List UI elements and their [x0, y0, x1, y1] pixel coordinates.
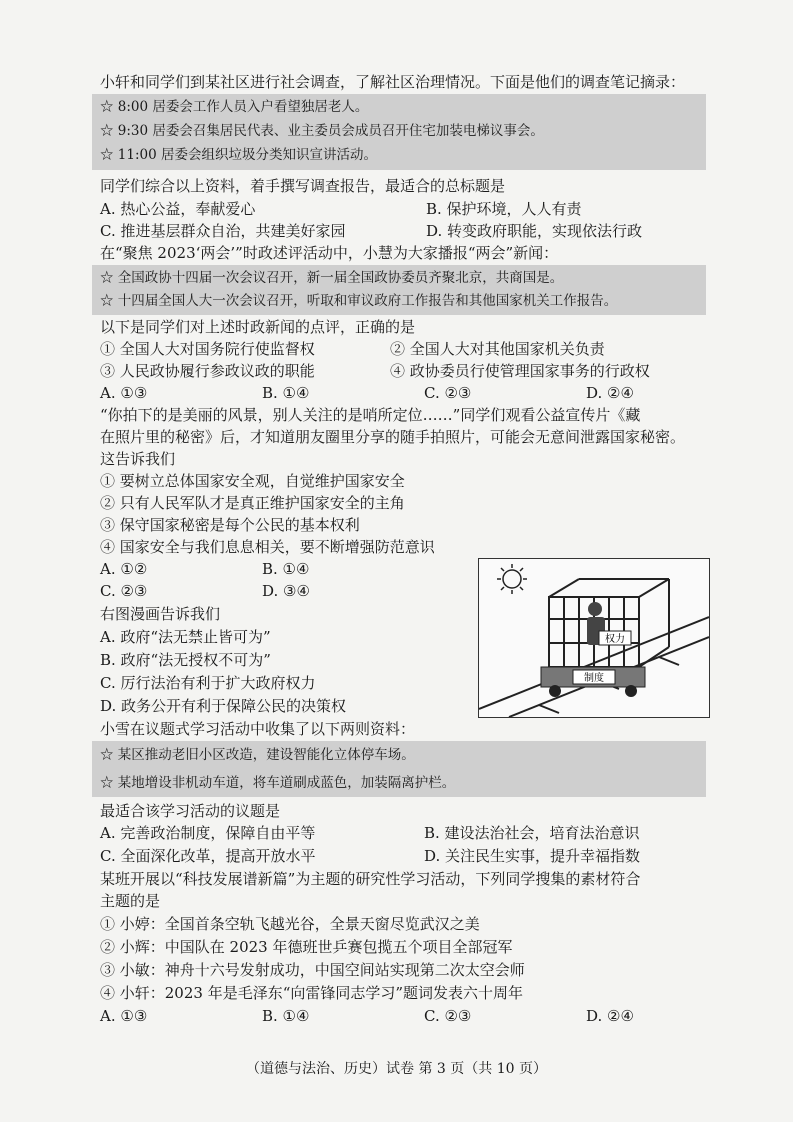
option-c: C. 全面深化改革，提高开放水平	[100, 847, 316, 865]
survey-note: ☆ 8:00 居委会工作人员入户看望独居老人。	[100, 99, 369, 115]
topic-note: ☆ 某地增设非机动车道，将车道刷成蓝色，加装隔离护栏。	[100, 775, 456, 791]
option-a: A. ①②	[100, 560, 148, 578]
wheel	[625, 685, 637, 697]
statement-1: ① 全国人大对国务院行使监督权	[100, 340, 315, 358]
tech-intro: 某班开展以“科技发展谱新篇”为主题的研究性学习活动，下列同学搜集的素材符合	[100, 870, 641, 888]
option-d: D. 关注民生实事，提升幸福指数	[424, 847, 641, 865]
statement-1: ① 小婷：全国首条空轨飞越光谷，全景天窗尽览武汉之美	[100, 915, 480, 933]
statement-2: ② 小辉：中国队在 2023 年德班世乒赛包揽五个项目全部冠军	[100, 938, 513, 956]
option-c: C. 厉行法治有利于扩大政府权力	[100, 674, 316, 692]
lianghui-question: 以下是同学们对上述时政新闻的点评，正确的是	[100, 318, 416, 336]
option-b: B. 建设法治社会，培育法治意识	[424, 824, 640, 842]
survey-note: ☆ 9:30 居委会召集居民代表、业主委员会成员召开住宅加装电梯议事会。	[100, 123, 544, 139]
security-intro: “你拍下的是美丽的风景，别人关注的是哨所定位……”同学们观看公益宣传片《藏	[100, 406, 641, 424]
statement-4: ④ 国家安全与我们息息相关，要不断增强防范意识	[100, 538, 435, 556]
statement-4: ④ 政协委员行使管理国家事务的行政权	[390, 362, 650, 380]
survey-note: ☆ 11:00 居委会组织垃圾分类知识宣讲活动。	[100, 147, 377, 163]
sun-icon	[497, 564, 527, 594]
option-c: C. ②③	[424, 384, 472, 402]
option-a: A. 热心公益，奉献爱心	[100, 200, 256, 218]
option-b: B. ①④	[262, 560, 310, 578]
option-b: B. ①④	[262, 1007, 310, 1025]
lianghui-note: ☆ 十四届全国人大一次会议召开，听取和审议政府工作报告和其他国家机关工作报告。	[100, 293, 618, 309]
option-d: D. 政务公开有利于保障公民的决策权	[100, 697, 347, 715]
option-b: B. ①④	[262, 384, 310, 402]
topic-note: ☆ 某区推动老旧小区改造，建设智能化立体停车场。	[100, 747, 415, 763]
option-d: D. ③④	[262, 582, 310, 600]
tech-intro: 主题的是	[100, 892, 161, 910]
statement-3: ③ 小敏：神舟十六号发射成功，中国空间站实现第二次太空会师	[100, 961, 525, 979]
option-d: D. ②④	[586, 1007, 634, 1025]
security-intro: 这告诉我们	[100, 450, 176, 468]
statement-3: ③ 人民政协履行参政议政的职能	[100, 362, 315, 380]
power-label: 权力	[605, 634, 625, 645]
cartoon-question: 右图漫画告诉我们	[100, 605, 221, 623]
statement-3: ③ 保守国家秘密是每个公民的基本权利	[100, 516, 360, 534]
statement-2: ② 只有人民军队才是真正维护国家安全的主角	[100, 494, 405, 512]
wheel	[549, 685, 561, 697]
option-b: B. 政府“法无授权不可为”	[100, 651, 271, 669]
lianghui-intro: 在“聚焦 2023‘两会’”时政述评活动中，小慧为大家播报“两会”新闻：	[100, 244, 559, 262]
lianghui-note: ☆ 全国政协十四届一次会议召开，新一届全国政协委员齐聚北京，共商国是。	[100, 270, 564, 286]
option-c: C. 推进基层群众自治，共建美好家园	[100, 222, 346, 240]
topic-intro: 小雪在议题式学习活动中收集了以下两则资料：	[100, 720, 416, 738]
caged-power-cart-illustration	[479, 559, 709, 717]
option-d: D. 转变政府职能，实现依法行政	[426, 222, 643, 240]
option-a: A. ①③	[100, 1007, 148, 1025]
system-label: 制度	[584, 673, 604, 684]
cage	[549, 579, 669, 667]
option-b: B. 保护环境，人人有责	[426, 200, 582, 218]
topic-question: 最适合该学习活动的议题是	[100, 802, 281, 820]
option-d: D. ②④	[586, 384, 634, 402]
option-c: C. ②③	[100, 582, 148, 600]
survey-intro: 小轩和同学们到某社区进行社会调查，了解社区治理情况。下面是他们的调查笔记摘录：	[100, 73, 686, 91]
page-footer: （道德与法治、历史）试卷 第 3 页（共 10 页）	[246, 1061, 547, 1077]
survey-question: 同学们综合以上资料，着手撰写调查报告，最适合的总标题是	[100, 177, 506, 195]
option-a: A. ①③	[100, 384, 148, 402]
option-c: C. ②③	[424, 1007, 472, 1025]
statement-4: ④ 小轩：2023 年是毛泽东“向雷锋同志学习”题词发表六十周年	[100, 984, 524, 1002]
cartoon-image	[478, 558, 710, 718]
option-a: A. 完善政治制度，保障自由平等	[100, 824, 316, 842]
option-a: A. 政府“法无禁止皆可为”	[100, 628, 271, 646]
statement-1: ① 要树立总体国家安全观，自觉维护国家安全	[100, 472, 405, 490]
statement-2: ② 全国人大对其他国家机关负责	[390, 340, 605, 358]
security-intro: 在照片里的秘密》后，才知道朋友圈里分享的随手拍照片，可能会无意间泄露国家秘密。	[100, 428, 686, 446]
